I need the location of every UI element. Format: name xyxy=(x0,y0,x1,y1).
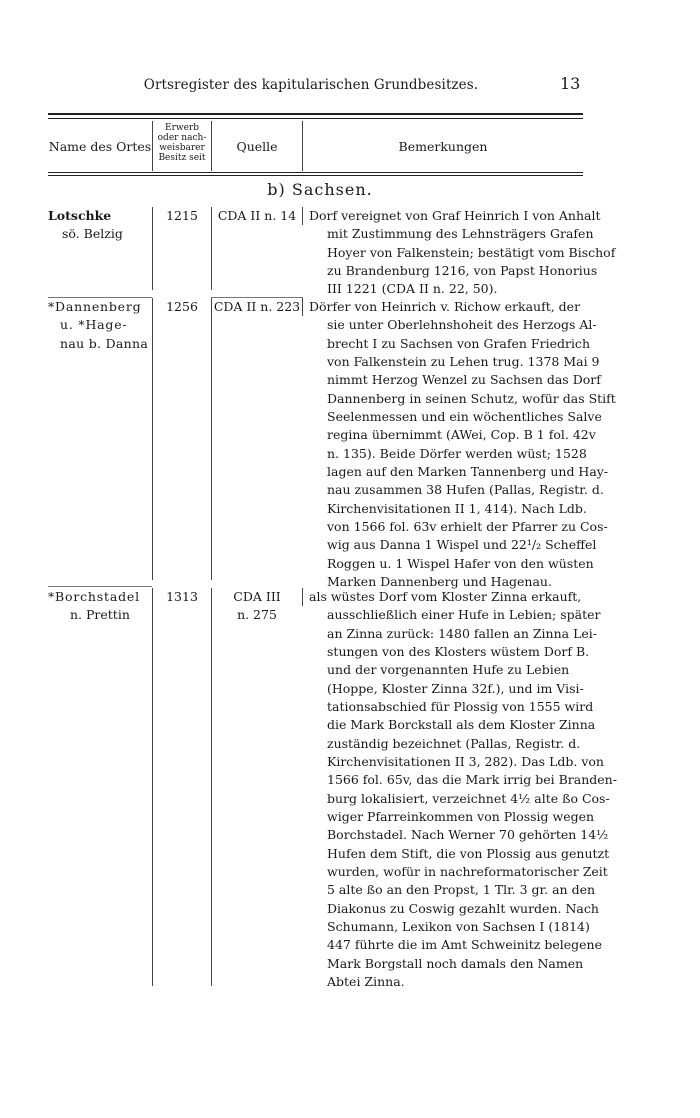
col-header-erwerb-line: weisbarer xyxy=(159,143,205,153)
row-divider xyxy=(211,588,212,986)
place-name-line: *Dannenberg xyxy=(48,299,142,314)
remarks-line: Schumann, Lexikon von Sachsen I (1814) xyxy=(327,918,590,934)
remarks-line: mit Zustimmung des Lehnsträgers Grafen xyxy=(327,226,594,242)
col-header-erwerb xyxy=(153,123,211,163)
top-rule-thin xyxy=(48,118,583,119)
remarks-line: lagen auf den Marken Tannenberg und Hay- xyxy=(327,463,609,479)
row-divider xyxy=(152,588,153,986)
top-rule xyxy=(48,113,583,115)
remarks-line: als wüstes Dorf vom Kloster Zinna erkauft, xyxy=(309,589,582,604)
remarks-line: n. 135). Beide Dörfer werden wüst; 1528 xyxy=(327,445,587,461)
remarks-line: nimmt Herzog Wenzel zu Sachsen das Dorf xyxy=(327,372,601,388)
place-name-line: sö. Belzig xyxy=(62,226,123,242)
page-number: 13 xyxy=(560,74,581,93)
remarks-line: und der vorgenannten Hufe zu Lebien xyxy=(327,662,570,678)
remarks-line: wurden, wofür in nachreformatorischer Zeit xyxy=(327,863,608,879)
remarks-line: burg lokalisiert, verzeichnet 4½ alte ßo Cos- xyxy=(327,790,610,806)
row-divider xyxy=(211,298,212,580)
acquisition-year: 1215 xyxy=(166,208,198,223)
col-header-name: Name des Ortes xyxy=(48,139,152,154)
source-line: n. 275 xyxy=(237,607,277,623)
row-divider xyxy=(152,298,153,580)
remarks-line: nau zusammen 38 Hufen (Pallas, Registr. d. xyxy=(327,482,604,498)
remarks-line: von Falkenstein zu Lehen trug. 1378 Mai 9 xyxy=(327,353,600,369)
col-header-bemerkungen: Bemerkungen xyxy=(398,139,488,154)
row-divider xyxy=(302,298,303,316)
remarks-line: (Hoppe, Kloster Zinna 32f.), und im Visi- xyxy=(327,680,584,696)
place-name xyxy=(48,207,152,244)
col-header-quelle: Quelle xyxy=(236,139,278,154)
remarks-line: an Zinna zurück: 1480 fallen an Zinna Lei- xyxy=(327,625,597,641)
source-ref xyxy=(212,207,302,225)
remarks-line: die Mark Borckstall als dem Kloster Zinna xyxy=(327,717,596,733)
remarks-line: stungen von des Klosters wüstem Dorf B. xyxy=(327,643,590,659)
row-divider xyxy=(152,207,153,290)
remarks-line: sie unter Oberlehnshoheit des Herzogs Al- xyxy=(327,317,597,333)
col-header-erwerb-line: oder nach- xyxy=(157,133,207,143)
row-divider xyxy=(302,207,303,225)
row-separator xyxy=(48,586,152,587)
remarks-line: wig aus Danna 1 Wispel und 22¹/₂ Scheffel xyxy=(327,537,597,553)
remarks xyxy=(309,588,617,991)
header-bottom-rule xyxy=(48,172,583,173)
section-title: b) Sachsen. xyxy=(267,180,373,199)
place-name-line: u. *Hage- xyxy=(60,317,128,333)
remarks-line: Mark Borgstall noch damals den Namen xyxy=(327,955,584,971)
header-divider xyxy=(152,121,153,171)
header-divider xyxy=(302,121,303,171)
header-bottom-rule-thin xyxy=(48,175,583,176)
remarks-line: von 1566 fol. 63v erhielt der Pfarrer zu Cos- xyxy=(327,518,608,534)
remarks-line: III 1221 (CDA II n. 22, 50). xyxy=(327,281,498,297)
acquisition-year: 1256 xyxy=(166,299,198,314)
col-header-erwerb-line: Besitz seit xyxy=(158,153,206,163)
remarks-line: zu Brandenburg 1216, von Papst Honorius xyxy=(327,262,598,278)
place-name xyxy=(48,298,152,353)
remarks-line: ausschließlich einer Hufe in Lebien; später xyxy=(327,607,601,623)
remarks-line: Borchstadel. Nach Werner 70 gehörten 14½ xyxy=(327,827,609,843)
running-title: Ortsregister des kapitularischen Grundbesitzes. xyxy=(143,77,479,93)
place-name-line: Lotschke xyxy=(48,208,112,223)
remarks-line: Hoyer von Falkenstein; bestätigt vom Bischof xyxy=(327,244,616,260)
remarks xyxy=(309,298,616,591)
acquisition-year: 1313 xyxy=(166,589,198,604)
remarks-line: Seelenmessen und ein wöchentliches Salve xyxy=(327,408,602,424)
header-divider xyxy=(211,121,212,171)
row-divider xyxy=(302,588,303,606)
remarks-line: Hufen dem Stift, die von Plossig aus genutzt xyxy=(327,845,610,861)
place-name-line: *Borchstadel xyxy=(48,589,140,604)
remarks-line: regina übernimmt (AWei, Cop. B 1 fol. 42v xyxy=(327,427,596,443)
remarks xyxy=(309,207,616,299)
remarks-line: brecht I zu Sachsen von Grafen Friedrich xyxy=(327,335,590,351)
remarks-line: Dannenberg in seinen Schutz, wofür das Stift xyxy=(327,390,616,406)
remarks-line: wiger Pfarreinkommen von Plossig wegen xyxy=(327,808,595,824)
source-line: CDA II n. 14 xyxy=(217,208,297,223)
place-name-line: nau b. Danna xyxy=(60,335,149,351)
remarks-line: Abtei Zinna. xyxy=(327,973,405,989)
source-line: CDA II n. 223 xyxy=(213,299,301,314)
source-line: CDA III xyxy=(233,589,281,604)
remarks-line: Kirchenvisitationen II 1, 414). Nach Ldb. xyxy=(327,500,587,516)
remarks-line: 447 führte die im Amt Schweinitz belegene xyxy=(327,937,602,953)
place-name xyxy=(48,588,152,625)
remarks-line: Kirchenvisitationen II 3, 282). Das Ldb. von xyxy=(327,753,604,769)
source-ref xyxy=(212,588,302,625)
remarks-line: 5 alte ßo an den Propst, 1 Tlr. 3 gr. an den xyxy=(327,882,596,898)
source-ref xyxy=(212,298,302,316)
remarks-line: tationsabschied für Plossig von 1555 wird xyxy=(327,698,594,714)
remarks-line: 1566 fol. 65v, das die Mark irrig bei Branden- xyxy=(327,772,617,788)
row-divider xyxy=(211,207,212,290)
remarks-line: Roggen u. 1 Wispel Hafer von den wüsten xyxy=(327,555,594,571)
place-name-line: n. Prettin xyxy=(70,607,130,623)
remarks-line: zuständig bezeichnet (Pallas, Registr. d. xyxy=(327,735,581,751)
remarks-line: Diakonus zu Coswig gezahlt wurden. Nach xyxy=(327,900,599,916)
remarks-line: Marken Dannenberg und Hagenau. xyxy=(327,573,552,589)
col-header-erwerb-line: Erwerb xyxy=(165,123,199,133)
remarks-line: Dorf vereignet von Graf Heinrich I von Anhalt xyxy=(309,208,601,223)
remarks-line: Dörfer von Heinrich v. Richow erkauft, der xyxy=(309,299,581,314)
